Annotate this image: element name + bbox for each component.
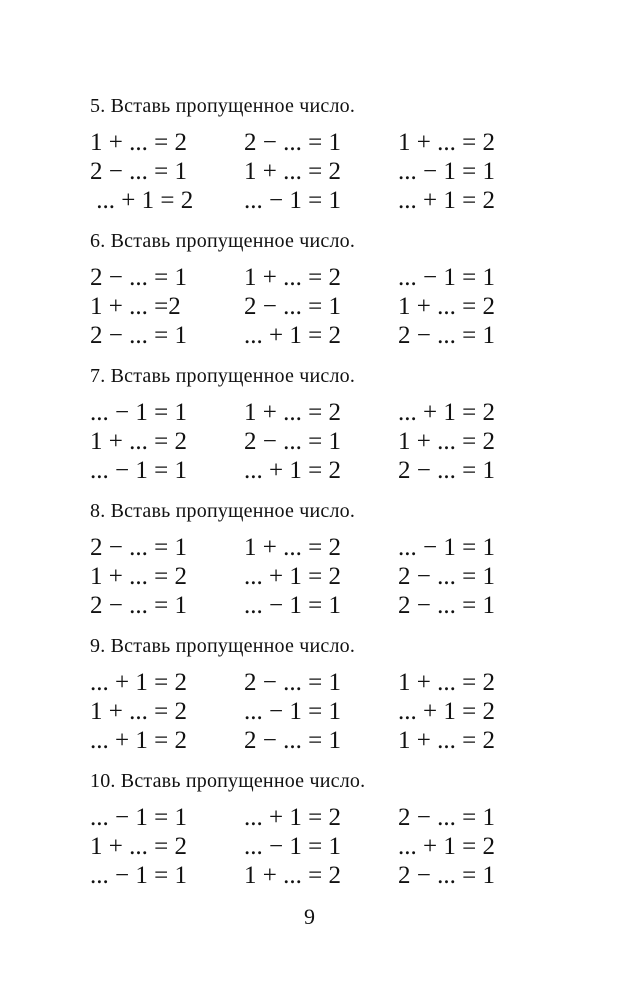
- equation: ... − 1 = 1: [90, 804, 187, 831]
- equation: 1 + ... = 2: [90, 129, 187, 156]
- exercise-10: [90, 769, 550, 890]
- equation: 2 − ... = 1: [244, 727, 341, 754]
- equation: ... + 1 = 2: [244, 804, 341, 831]
- equation: 1 + ... = 2: [244, 399, 341, 426]
- equation: 1 + ... =2: [90, 293, 181, 320]
- equation: 2 − ... = 1: [398, 563, 495, 590]
- exercise-9: [90, 634, 550, 755]
- exercise-title: 7. Вставь пропущенное число.: [90, 365, 356, 387]
- equation: 2 − ... = 1: [398, 862, 495, 889]
- equation: 2 − ... = 1: [398, 804, 495, 831]
- equation: ... + 1 = 2: [90, 727, 187, 754]
- equation: ... + 1 = 2: [244, 322, 341, 349]
- equation: 2 − ... = 1: [244, 129, 341, 156]
- exercise-6: [90, 229, 550, 350]
- equation-grid: [90, 263, 550, 350]
- equation: ... − 1 = 1: [244, 592, 341, 619]
- exercise-title: 6. Вставь пропущенное число.: [90, 230, 356, 252]
- equation: 1 + ... = 2: [398, 727, 495, 754]
- equation: 2 − ... = 1: [90, 592, 187, 619]
- exercise-title: 9. Вставь пропущенное число.: [90, 635, 356, 657]
- equation: 2 − ... = 1: [398, 592, 495, 619]
- equation: 1 + ... = 2: [398, 669, 495, 696]
- equation: ... + 1 = 2: [398, 399, 495, 426]
- equation: 2 − ... = 1: [90, 264, 187, 291]
- equation: 2 − ... = 1: [90, 534, 187, 561]
- equation: 2 − ... = 1: [244, 669, 341, 696]
- equation: ... + 1 = 2: [244, 563, 341, 590]
- equation: 2 − ... = 1: [90, 322, 187, 349]
- exercise-7: [90, 364, 550, 485]
- equation: 2 − ... = 1: [244, 293, 341, 320]
- equation: ... − 1 = 1: [90, 399, 187, 426]
- exercise-title: 8. Вставь пропущенное число.: [90, 500, 356, 522]
- equation: ... − 1 = 1: [244, 833, 341, 860]
- equation: ... + 1 = 2: [398, 833, 495, 860]
- equation-grid: [90, 803, 550, 890]
- equation: ... − 1 = 1: [398, 264, 495, 291]
- exercise-8: [90, 499, 550, 620]
- equation: 1 + ... = 2: [244, 534, 341, 561]
- exercise-5: [90, 94, 550, 215]
- equation: ... + 1 = 2: [398, 187, 495, 214]
- equation: 1 + ... = 2: [398, 129, 495, 156]
- equation: 1 + ... = 2: [398, 428, 495, 455]
- equation: 1 + ... = 2: [244, 862, 341, 889]
- equation: 1 + ... = 2: [398, 293, 495, 320]
- exercise-title: 10. Вставь пропущенное число.: [90, 770, 366, 792]
- equation: 1 + ... = 2: [90, 428, 187, 455]
- equation: 1 + ... = 2: [90, 833, 187, 860]
- equation: ... − 1 = 1: [244, 698, 341, 725]
- equation: 1 + ... = 2: [90, 698, 187, 725]
- page-number: 9: [304, 904, 315, 929]
- equation: ... − 1 = 1: [398, 534, 495, 561]
- equation: 1 + ... = 2: [244, 264, 341, 291]
- equation: ... + 1 = 2: [244, 457, 341, 484]
- equation: 2 − ... = 1: [90, 158, 187, 185]
- equation: ... − 1 = 1: [244, 187, 341, 214]
- equation: ... − 1 = 1: [90, 862, 187, 889]
- equation: 1 + ... = 2: [90, 563, 187, 590]
- equation: ... + 1 = 2: [398, 698, 495, 725]
- equation-grid: [90, 533, 550, 620]
- equation: ... − 1 = 1: [90, 457, 187, 484]
- equation: 2 − ... = 1: [398, 457, 495, 484]
- equation: 2 − ... = 1: [398, 322, 495, 349]
- exercise-title: 5. Вставь пропущенное число.: [90, 95, 356, 117]
- equation-grid: [90, 668, 550, 755]
- equation: 2 − ... = 1: [244, 428, 341, 455]
- equation: ... + 1 = 2: [90, 669, 187, 696]
- equation: ... − 1 = 1: [398, 158, 495, 185]
- equation: 1 + ... = 2: [244, 158, 341, 185]
- equation-grid: [90, 128, 550, 215]
- equation-grid: [90, 398, 550, 485]
- equation: ... + 1 = 2: [90, 187, 194, 214]
